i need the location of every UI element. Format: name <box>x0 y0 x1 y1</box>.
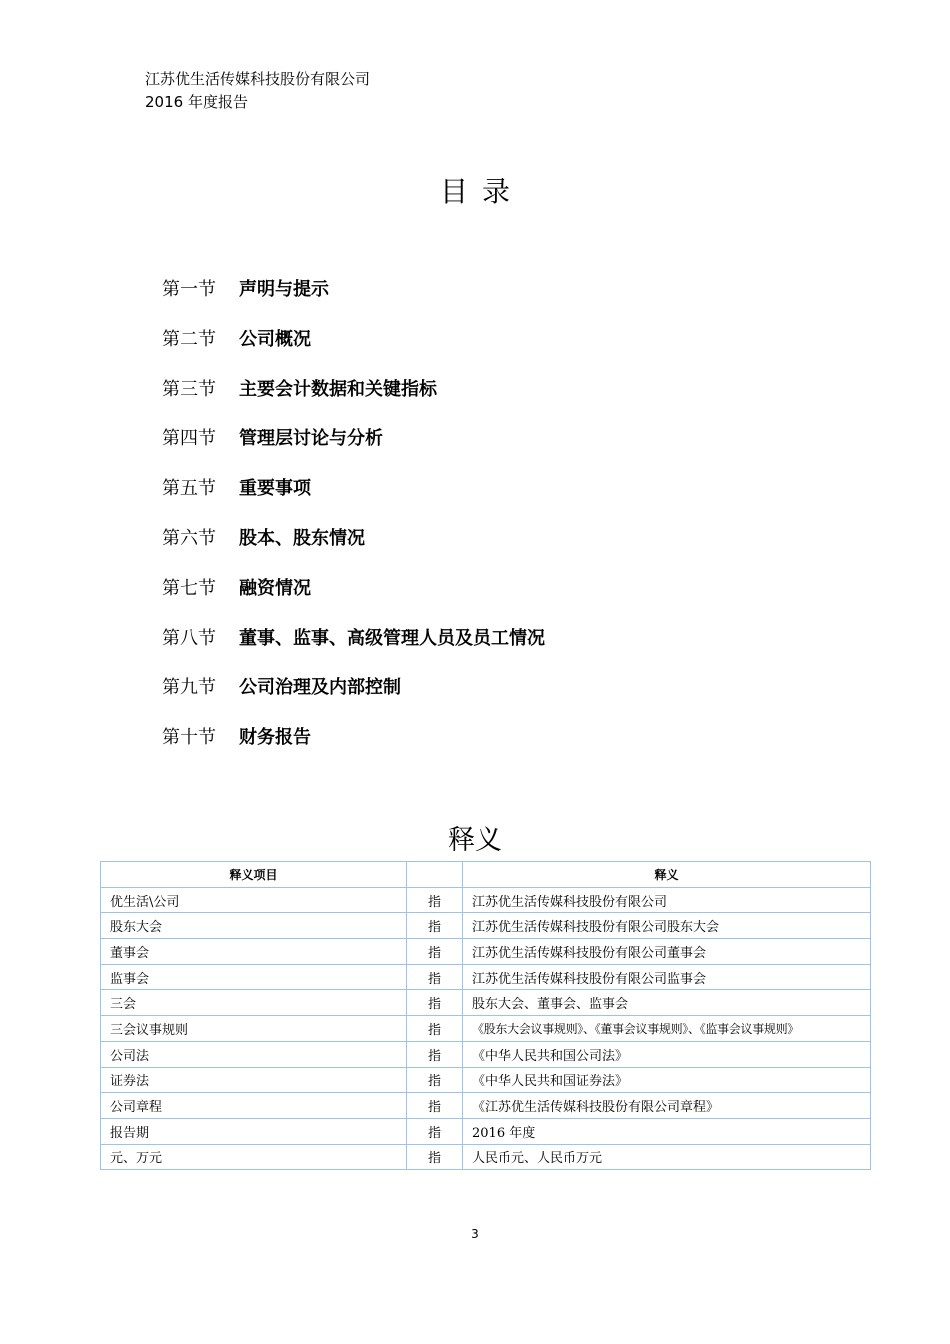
table-row <box>101 1144 871 1170</box>
definition-cell: 《中华人民共和国证券法》 <box>463 1067 871 1093</box>
definitions-title: 释义 <box>448 825 502 856</box>
term-cell: 优生活\公司 <box>101 887 407 913</box>
refers-cell: 指 <box>407 939 463 965</box>
table-row <box>101 1041 871 1067</box>
report-title: 2016 年度报告 <box>145 93 248 111</box>
toc-item-title: 董事、监事、高级管理人员及员工情况 <box>239 627 545 649</box>
refers-cell: 指 <box>407 1016 463 1042</box>
table-row <box>101 887 871 913</box>
table-row <box>101 1093 871 1119</box>
table-header-row <box>101 862 871 888</box>
refers-cell: 指 <box>407 1093 463 1119</box>
toc-item-title: 股本、股东情况 <box>239 527 365 549</box>
toc-item-title: 声明与提示 <box>239 279 329 300</box>
refers-cell: 指 <box>407 1067 463 1093</box>
toc-item[interactable] <box>162 674 545 724</box>
toc-item[interactable] <box>162 425 545 475</box>
toc-item[interactable] <box>162 724 545 774</box>
toc-item[interactable] <box>162 276 545 326</box>
table-row <box>101 939 871 965</box>
toc-item-number: 第二节 <box>162 328 216 350</box>
definition-cell: 《江苏优生活传媒科技股份有限公司章程》 <box>463 1093 871 1119</box>
refers-cell: 指 <box>407 990 463 1016</box>
column-header-blank <box>407 862 463 888</box>
refers-cell: 指 <box>407 964 463 990</box>
toc-item-number: 第一节 <box>162 279 216 300</box>
refers-cell: 指 <box>407 1041 463 1067</box>
toc-item-number: 第六节 <box>162 527 216 549</box>
table-of-contents <box>162 276 545 774</box>
term-cell: 公司章程 <box>101 1093 407 1119</box>
definition-cell: 人民币元、人民币万元 <box>463 1144 871 1170</box>
definition-cell: 江苏优生活传媒科技股份有限公司 <box>463 887 871 913</box>
table-row <box>101 1067 871 1093</box>
toc-item-title: 公司概况 <box>239 328 311 350</box>
term-cell: 报告期 <box>101 1118 407 1144</box>
definition-cell: 江苏优生活传媒科技股份有限公司董事会 <box>463 939 871 965</box>
definition-cell: 《中华人民共和国公司法》 <box>463 1041 871 1067</box>
term-cell: 股东大会 <box>101 913 407 939</box>
toc-item[interactable] <box>162 525 545 575</box>
table-row <box>101 913 871 939</box>
toc-title: 目录 <box>439 175 524 208</box>
toc-item-number: 第八节 <box>162 627 216 649</box>
toc-item-title: 主要会计数据和关键指标 <box>239 378 437 400</box>
toc-item-number: 第五节 <box>162 478 216 500</box>
toc-item-number: 第九节 <box>162 677 216 699</box>
toc-item[interactable] <box>162 326 545 376</box>
column-header-definition: 释义 <box>463 862 871 888</box>
refers-cell: 指 <box>407 887 463 913</box>
page-header <box>145 68 370 114</box>
toc-item-number: 第七节 <box>162 577 216 599</box>
toc-item-title: 重要事项 <box>239 478 311 500</box>
toc-item-title: 融资情况 <box>239 577 311 599</box>
toc-item[interactable] <box>162 575 545 625</box>
definition-cell: 江苏优生活传媒科技股份有限公司股东大会 <box>463 913 871 939</box>
refers-cell: 指 <box>407 1144 463 1170</box>
toc-item[interactable] <box>162 376 545 426</box>
toc-item[interactable] <box>162 625 545 675</box>
toc-item-title: 财务报告 <box>239 727 311 749</box>
definition-cell: 2016 年度 <box>463 1118 871 1144</box>
refers-cell: 指 <box>407 913 463 939</box>
term-cell: 三会议事规则 <box>101 1016 407 1042</box>
company-name: 江苏优生活传媒科技股份有限公司 <box>145 70 371 88</box>
definition-cell: 《股东大会议事规则》、《董事会议事规则》、《监事会议事规则》 <box>463 1016 871 1042</box>
table-row <box>101 990 871 1016</box>
refers-cell: 指 <box>407 1118 463 1144</box>
term-cell: 监事会 <box>101 964 407 990</box>
table-row <box>101 1118 871 1144</box>
term-cell: 公司法 <box>101 1041 407 1067</box>
definition-cell: 股东大会、董事会、监事会 <box>463 990 871 1016</box>
term-cell: 董事会 <box>101 939 407 965</box>
table-row <box>101 1016 871 1042</box>
toc-item[interactable] <box>162 475 545 525</box>
toc-item-number: 第十节 <box>162 727 216 749</box>
term-cell: 元、万元 <box>101 1144 407 1170</box>
definition-cell: 江苏优生活传媒科技股份有限公司监事会 <box>463 964 871 990</box>
page-number: 3 <box>471 1227 479 1241</box>
toc-item-number: 第三节 <box>162 378 216 400</box>
toc-item-title: 公司治理及内部控制 <box>239 677 401 699</box>
table-row <box>101 964 871 990</box>
term-cell: 三会 <box>101 990 407 1016</box>
toc-item-number: 第四节 <box>162 428 216 450</box>
definitions-table <box>100 861 871 1170</box>
toc-item-title: 管理层讨论与分析 <box>239 428 383 450</box>
column-header-term: 释义项目 <box>101 862 407 888</box>
term-cell: 证券法 <box>101 1067 407 1093</box>
